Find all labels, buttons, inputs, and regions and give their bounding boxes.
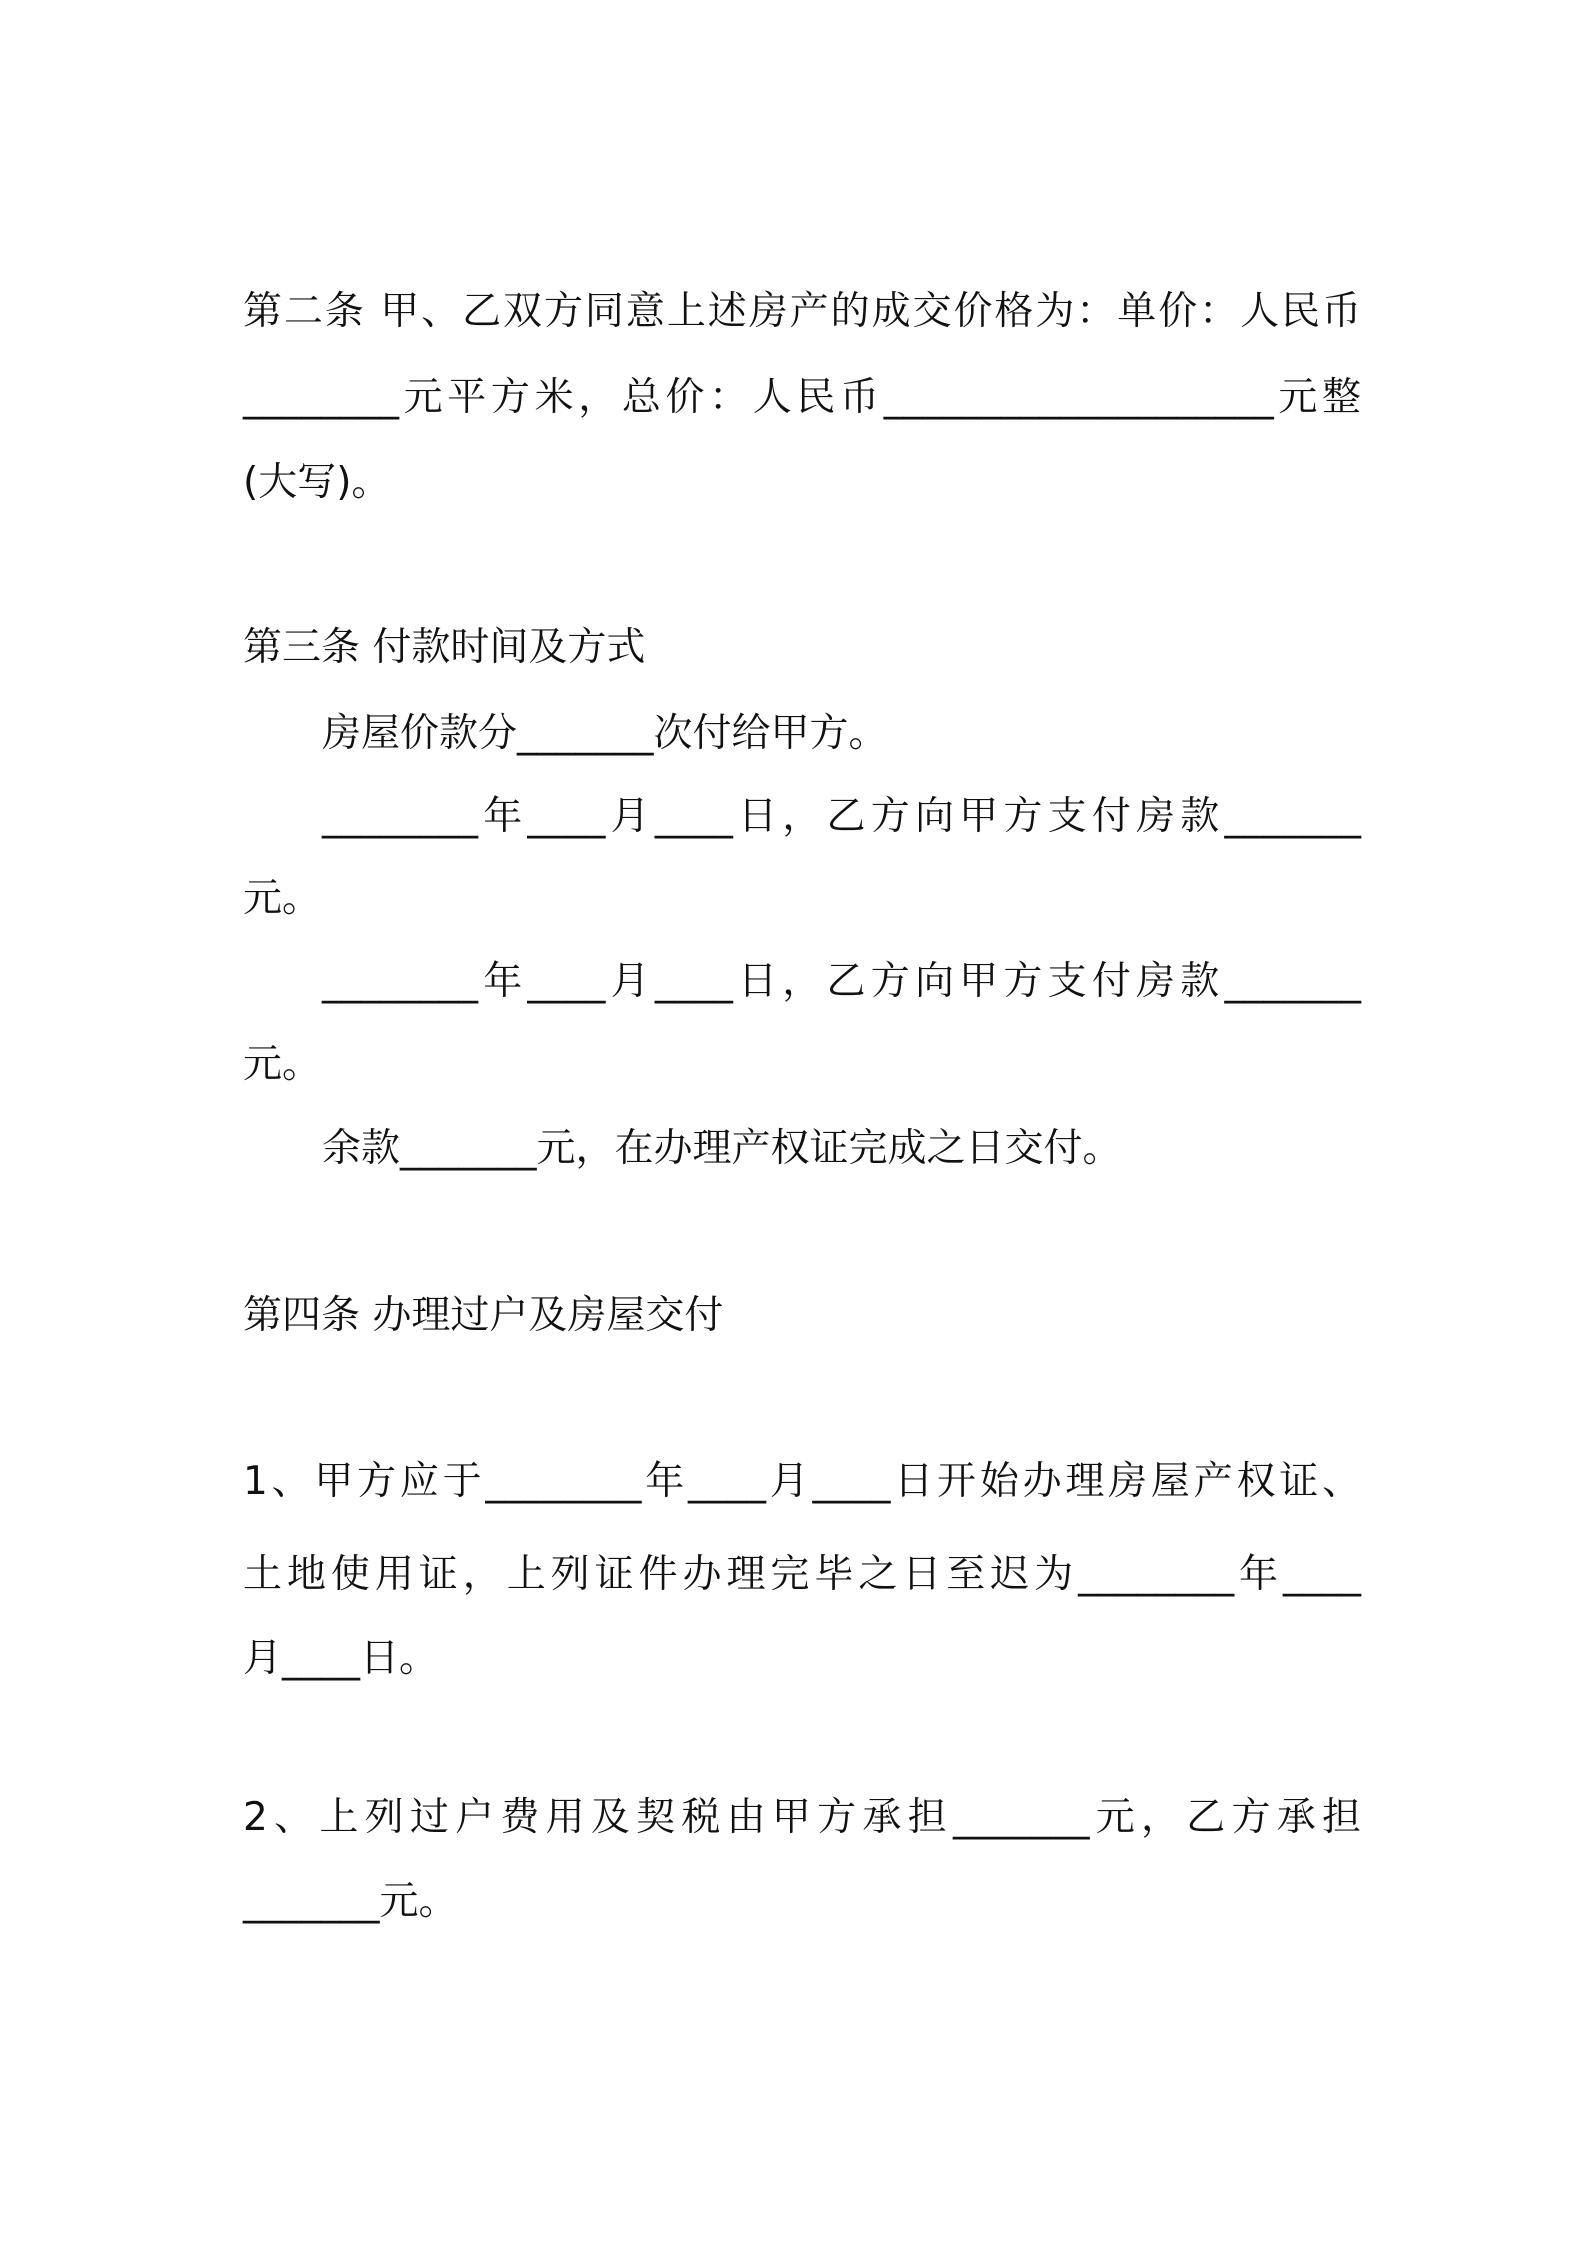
article-2-line-3: (大写)。 [243, 460, 391, 505]
article-3-payment-1-line-1: ________年____月____日，乙方向甲方支付房款_______ [322, 794, 1361, 839]
article-3-payment-1-line-2: 元。 [243, 876, 322, 921]
article-4-item-2-line-1: 2、上列过户费用及契税由甲方承担_______元，乙方承担 [243, 1795, 1361, 1840]
article-3-installments: 房屋价款分_______次付给甲方。 [322, 711, 888, 756]
article-3-balance: 余款_______元，在办理产权证完成之日交付。 [322, 1126, 1122, 1171]
article-2-line-2: ________元平方米，总价：人民币____________________元整 [243, 375, 1361, 420]
article-3-heading: 第三条 付款时间及方式 [243, 625, 646, 670]
article-3-payment-2-line-1: ________年____月____日，乙方向甲方支付房款_______ [322, 959, 1361, 1004]
article-2-line-1: 第二条 甲、乙双方同意上述房产的成交价格为：单价：人民币 [243, 289, 1361, 334]
article-4-heading: 第四条 办理过户及房屋交付 [243, 1293, 724, 1338]
article-4-item-1-line-2: 土地使用证，上列证件办理完毕之日至迟为________年____ [243, 1552, 1361, 1597]
article-4-item-1-line-3: 月____日。 [243, 1636, 439, 1681]
article-4-item-1-line-1: 1、甲方应于________年____月____日开始办理房屋产权证、 [243, 1459, 1361, 1504]
article-3-payment-2-line-2: 元。 [243, 1042, 322, 1087]
article-4-item-2-line-2: _______元。 [243, 1879, 458, 1924]
